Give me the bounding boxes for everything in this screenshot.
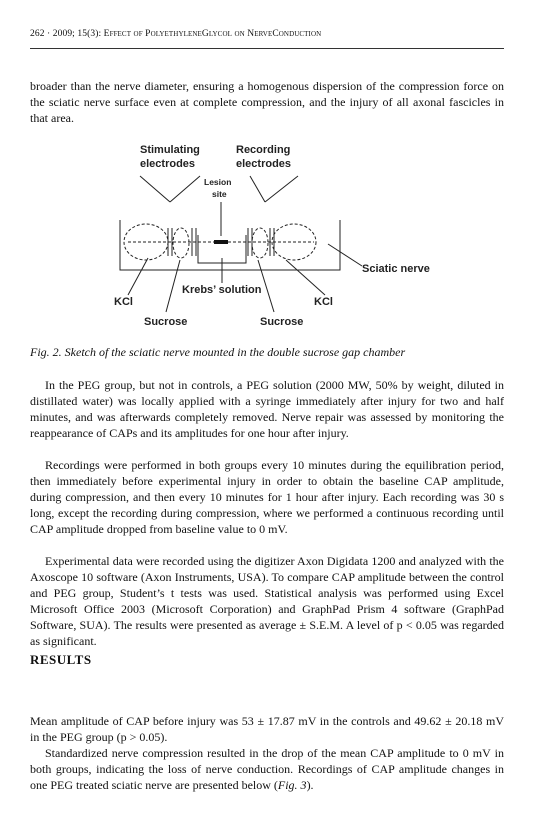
- label-kcl-left: KCl: [114, 296, 133, 308]
- paragraph-compression: [30, 745, 504, 793]
- paragraph-experimental: Experimental data were recorded using the digitizer Axon Digidata 1200 and analyzed with the Axoscope 10 software (Axon Instruments, USA). To compare CAP amplitude between the control and PEG group, Student’s t tests was used. Statistical analysis was performed using Excel Microsoft Office 2003 (Microsoft Corporation) and GraphPad Prism 4 software (GraphPad Software, SUA). The results were presented as average ± S.E.M. A level of p < 0.05 was regarded as significant.: [30, 554, 504, 648]
- paragraph-mean-amplitude: Mean amplitude of CAP before injury was 53 ± 17.87 mV in the controls and 49.62 ± 20.18 mV in the PEG group (p > 0.05).: [30, 714, 504, 744]
- header-rule: [30, 48, 504, 49]
- paragraph-continuation: broader than the nerve diameter, ensuring a homogenous dispersion of the compression force on the sciatic nerve surface even at complete compression, and the injury of all axonal fascicles in that area.: [30, 79, 504, 125]
- paragraph-recordings: Recordings were performed in both groups every 10 minutes during the equilibration period, then immediately before experimental injury in order to obtain the baseline CAP amplitude, during compression, and then every 10 minutes for 1 hour after injury. Each recording was 30 s long, except the recording during compression, where we performed a continuous recording until CAP amplitude dropped from baseline value to 0 mV.: [30, 458, 504, 536]
- paragraph-peg: In the PEG group, but not in controls, a PEG solution (2000 MW, 50% by weight, diluted in distillated water) was locally applied with a syringe immediately after injury for two and half minutes, and was afterwards completely removed. Nerve repair was assessed by monitoring the reappearance of CAPs and its amplitudes for one hour after injury.: [30, 378, 504, 440]
- label-kcl-right: KCl: [314, 296, 333, 308]
- label-sucrose-left: Sucrose: [144, 316, 188, 328]
- label-recording: Recording: [236, 144, 291, 156]
- label-lesion-site: site: [212, 189, 227, 199]
- label-krebs: Krebs’ solution: [182, 284, 262, 296]
- label-recording-electrodes: electrodes: [236, 158, 292, 170]
- figure-caption: Fig. 2. Sketch of the sciatic nerve mounted in the double sucrose gap chamber: [30, 345, 406, 359]
- label-sucrose-right: Sucrose: [260, 316, 304, 328]
- compression-text-end: ).: [306, 778, 314, 792]
- label-stimulating: Stimulating: [140, 144, 200, 156]
- label-stimulating-electrodes: electrodes: [140, 158, 196, 170]
- label-sciatic-nerve: Sciatic nerve: [362, 263, 430, 275]
- header-title: Effect of PolyethyleneGlycol on NerveConduction: [103, 29, 322, 39]
- label-lesion: Lesion: [204, 177, 232, 187]
- figure-reference: Fig. 3: [277, 778, 307, 792]
- figure-diagram: [100, 140, 440, 335]
- running-header: [30, 29, 321, 39]
- section-heading-results: RESULTS: [30, 652, 92, 667]
- header-prefix: 262 · 2009; 15(3):: [30, 29, 104, 39]
- compression-text: Standardized nerve compression resulted in the drop of the mean CAP amplitude to 0 mV in both groups, indicating the loss of nerve conduction. Recordings of CAP amplitude changes in one PEG treated sciatic nerve are presented below (: [30, 746, 504, 792]
